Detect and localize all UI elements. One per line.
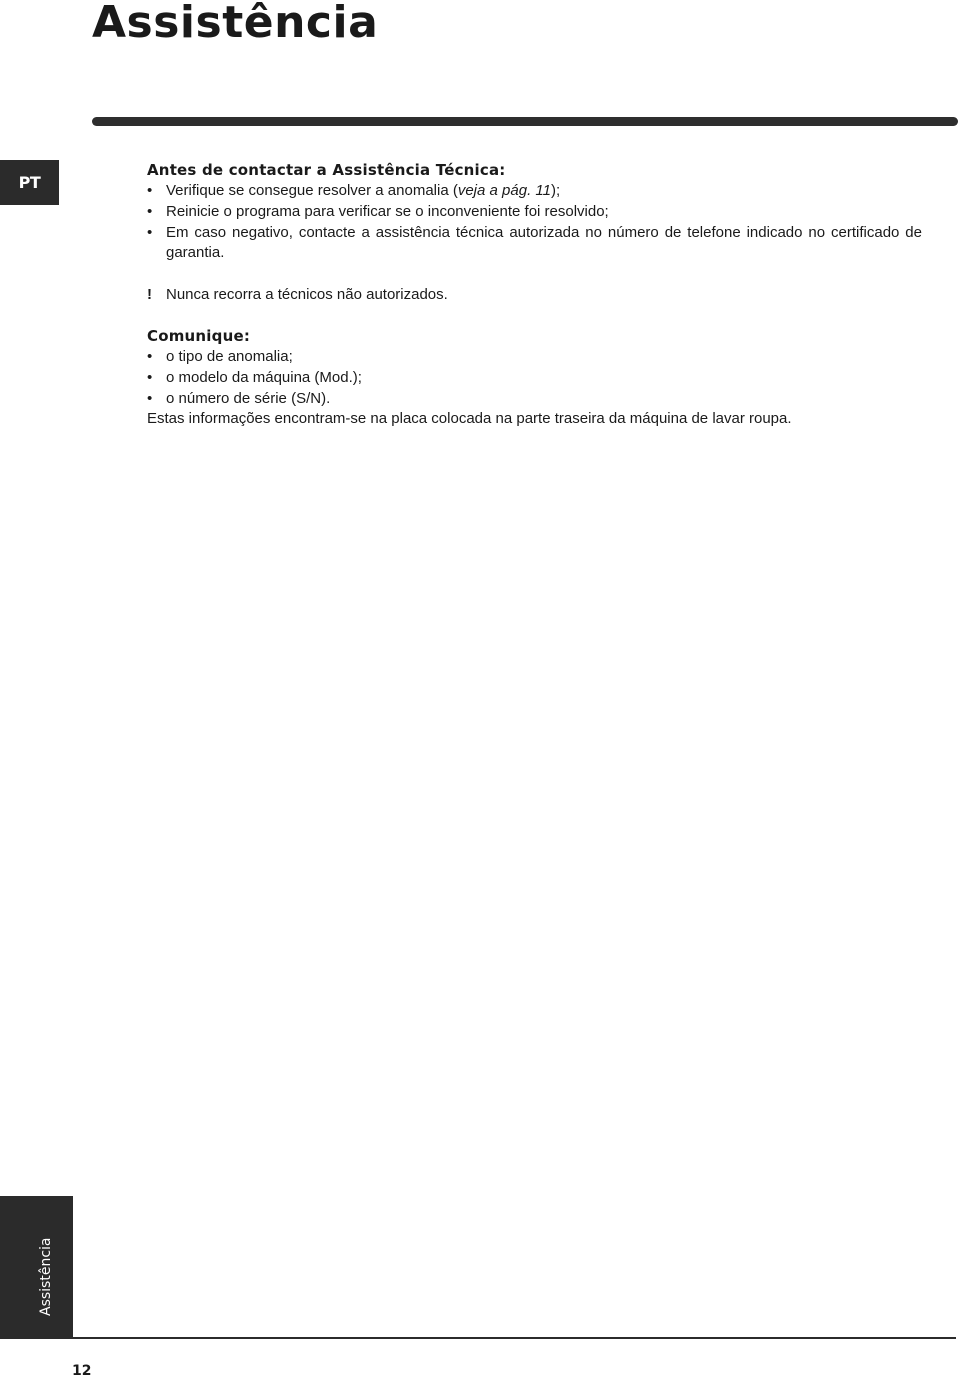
before-contact-heading: Antes de contactar a Assistência Técnica:: [147, 161, 506, 179]
info-location-text: Estas informações encontram-se na placa colocada na parte traseira da máquina de lavar roupa.: [147, 410, 792, 428]
list-item-text: Em caso negativo, contacte a assistência técnica autorizada no número de telefone indicado no certificado de garantia.: [166, 223, 922, 262]
warning-note: [147, 285, 922, 306]
list-item-text: );: [550, 182, 561, 199]
list-item: [147, 202, 922, 223]
list-item-text: o tipo de anomalia;: [166, 347, 293, 365]
section-side-tab-label: Assistência: [38, 1237, 54, 1316]
bullet-icon: •: [147, 368, 153, 386]
list-item-text: o modelo da máquina (Mod.);: [166, 368, 362, 386]
page-title: Assistência: [92, 0, 379, 48]
bullet-icon: •: [147, 347, 153, 365]
footer-divider: [73, 1337, 956, 1339]
list-item: [147, 368, 922, 389]
page-reference: veja a pág. 11: [457, 182, 551, 199]
list-item: [147, 347, 922, 368]
bullet-icon: •: [147, 182, 153, 199]
main-content: [147, 160, 922, 430]
page-number: 12: [72, 1363, 92, 1379]
list-item-text: o número de série (S/N).: [166, 389, 331, 407]
warning-icon: !: [147, 286, 152, 304]
communicate-heading: Comunique:: [147, 326, 251, 345]
list-item: [147, 181, 922, 202]
bullet-icon: •: [147, 223, 153, 241]
list-item: [147, 223, 922, 265]
bullet-icon: •: [147, 389, 153, 407]
communicate-list: [147, 347, 922, 409]
before-contact-list: [147, 181, 922, 264]
list-item: [147, 389, 922, 410]
warning-text: Nunca recorra a técnicos não autorizados.: [166, 286, 448, 304]
list-item-text: Reinicie o programa para verificar se o inconveniente foi resolvido;: [166, 202, 609, 220]
list-item-text: Verifique se consegue resolver a anomalia (: [166, 182, 458, 199]
section-side-tab: [0, 1196, 73, 1339]
bullet-icon: •: [147, 202, 153, 220]
title-divider: [92, 117, 958, 126]
language-tab: PT: [0, 160, 59, 205]
